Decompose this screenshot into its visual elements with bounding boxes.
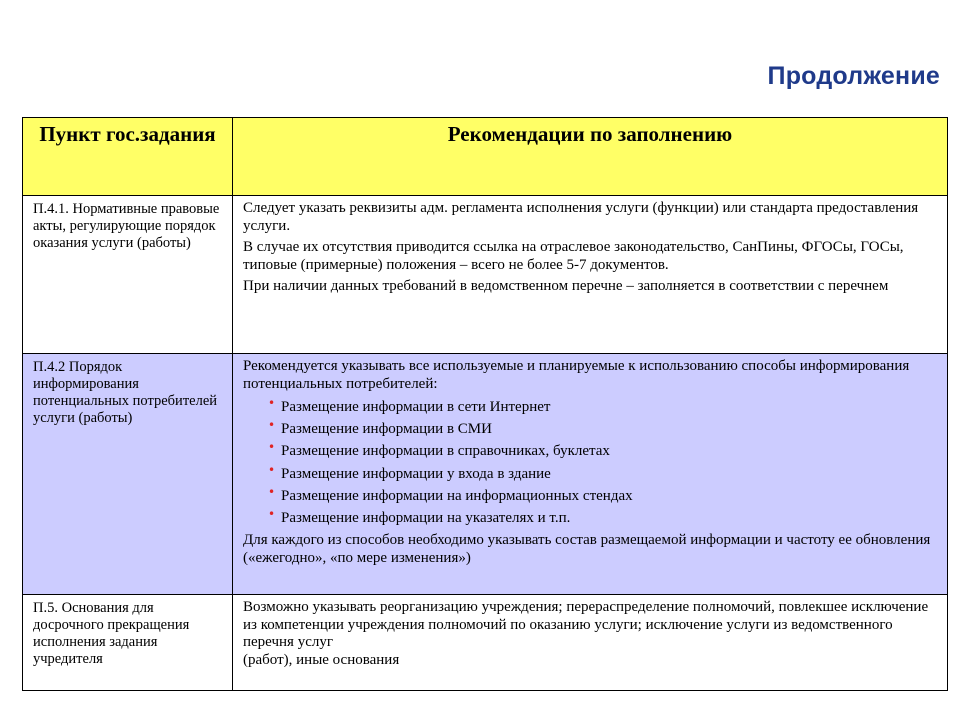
- header-recommendations-column: Рекомендации по заполнению: [233, 118, 948, 196]
- row-recommendation-cell: [233, 595, 948, 691]
- paragraph: Следует указать реквизиты адм. регламента исполнения услуги (функции) или стандарта предоставления услуги.: [243, 200, 919, 234]
- table-row: [23, 595, 948, 691]
- row-recommendation-cell: [233, 196, 948, 354]
- slide-title: Продолжение: [767, 62, 940, 90]
- red-bullet-icon: •: [268, 507, 276, 522]
- row-item-cell: П.5. Основания для досрочного прекращения исполнения задания учредителя: [23, 595, 233, 691]
- paragraph: (работ), иные основания: [243, 651, 400, 668]
- list-item: [268, 418, 937, 440]
- list-item: [268, 462, 937, 485]
- red-bullet-icon: •: [268, 462, 276, 477]
- list-item: [268, 396, 937, 418]
- red-bullet-icon: •: [268, 396, 276, 410]
- list-item-text: Размещение информации на указателях и т.п.: [281, 510, 571, 527]
- table-row: [23, 196, 948, 354]
- list-item-text: Размещение информации в справочниках, буклетах: [281, 443, 610, 460]
- table-header-row: [23, 118, 948, 196]
- paragraph: В случае их отсутствия приводится ссылка на отраслевое законодательство, СанПины, ФГОСы, ГОСы, типовые (примерные) положения – всего не более 5-7 документов.: [243, 239, 904, 273]
- list-item-text: Размещение информации у входа в здание: [281, 465, 551, 482]
- intro-text: Рекомендуется указывать все используемые и планируемые к использованию способы информирования потенциальных потребителей:: [243, 358, 910, 392]
- table-row: [23, 354, 948, 595]
- paragraph: При наличии данных требований в ведомственном перечне – заполняется в соответствии с перечнем: [243, 278, 889, 294]
- red-bullet-icon: •: [268, 440, 276, 455]
- row-item-cell: П.4.2 Порядок информирования потенциальных потребителей услуги (работы): [23, 354, 233, 595]
- recommendations-table: [22, 117, 948, 691]
- row-item-cell: П.4.1. Нормативные правовые акты, регулирующие порядок оказания услуги (работы): [23, 196, 233, 354]
- list-item: [268, 440, 937, 462]
- list-item-text: Размещение информации в сети Интернет: [281, 399, 551, 415]
- list-item-text: Размещение информации на информационных стендах: [281, 487, 633, 504]
- paragraph: Возможно указывать реорганизацию учреждения; перераспределение полномочий, повлекшее исключение из компетенции учреждения полномочий по оказанию услуги; исключение услуги из ведомственного перечня услуг: [243, 599, 929, 650]
- list-item-text: Размещение информации в СМИ: [281, 421, 492, 438]
- red-bullet-icon: •: [268, 418, 276, 433]
- outro-text: Для каждого из способов необходимо указывать состав размещаемой информации и частоту ее обновления («ежегодно», «по мере изменения»): [243, 532, 931, 566]
- list-item: [268, 484, 937, 507]
- bullet-list: [243, 396, 937, 529]
- list-item: [268, 507, 937, 529]
- header-item-column: Пункт гос.задания: [23, 118, 233, 196]
- red-bullet-icon: •: [268, 484, 276, 499]
- row-recommendation-cell: [233, 354, 948, 595]
